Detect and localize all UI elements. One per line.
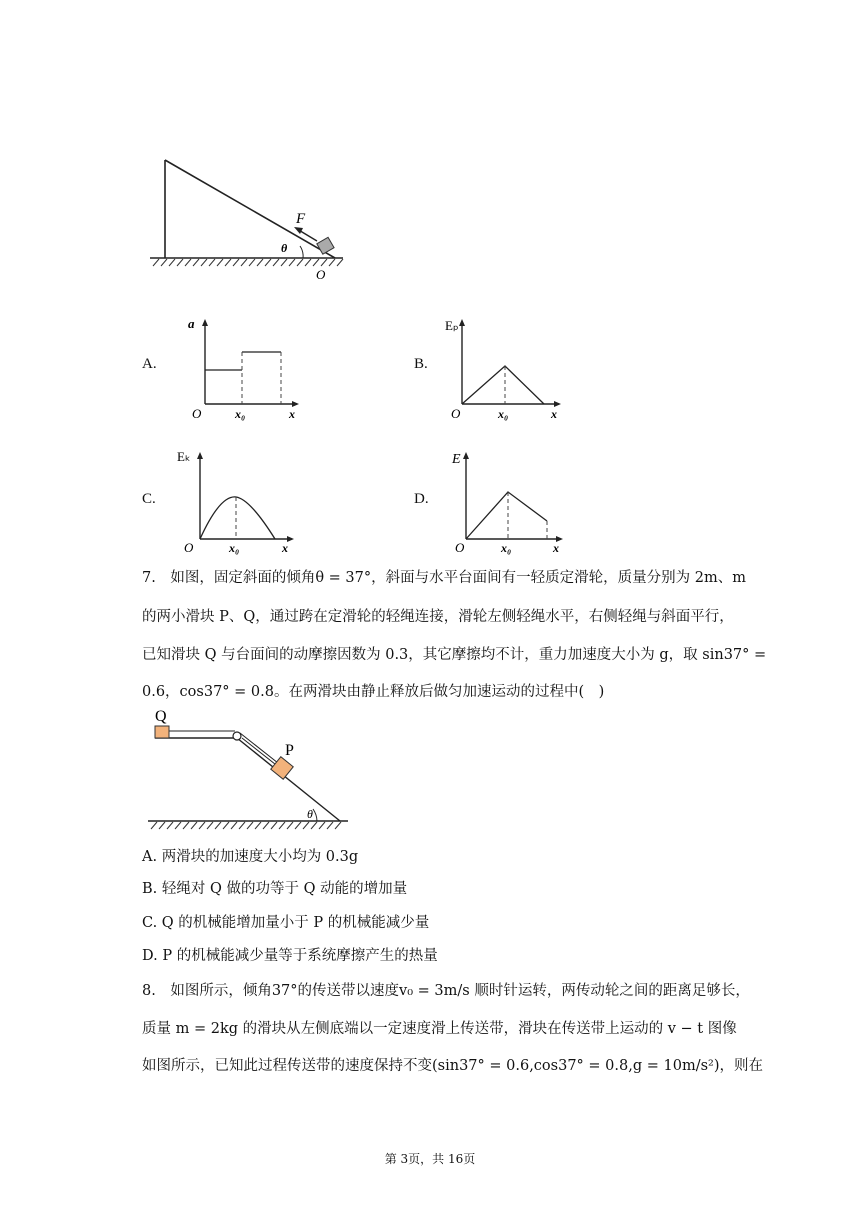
page-footer: 第 3页，共 16页 xyxy=(384,1152,476,1166)
incline-angle-label: θ xyxy=(307,807,313,821)
q7-choice-a: A. 两滑块的加速度大小均为 0.3g xyxy=(142,849,359,865)
block-q-label: Q xyxy=(155,708,167,725)
option-d-letter: D. xyxy=(414,491,429,507)
graph-c-x-label: x xyxy=(282,541,288,555)
q8-line-2: 质量 m = 2kg 的滑块从左侧底端以一定速度滑上传送带，滑块在传送带上运动的 v − t 图像 xyxy=(142,1021,737,1037)
q7-choice-c: C. Q 的机械能增加量小于 P 的机械能减少量 xyxy=(142,915,430,931)
graph-d-x-label: x xyxy=(553,541,559,555)
q7-line-2: 的两小滑块 P、Q，通过跨在定滑轮的轻绳连接，滑轮左侧轻绳水平，右侧轻绳与斜面平行， xyxy=(142,609,734,625)
graph-a-origin: O xyxy=(192,406,202,421)
option-b-letter: B. xyxy=(414,356,428,372)
q7-choice-b: B. 轻绳对 Q 做的功等于 Q 动能的增加量 xyxy=(142,881,408,897)
q7-line-1: 7. 如图，固定斜面的倾角θ = 37°，斜面与水平台面间有一轻质定滑轮，质量分别为 2m、m xyxy=(142,570,746,586)
q8-line-3: 如图所示，已知此过程传送带的速度保持不变(sin37° = 0.6,cos37° = 0.8,g = 10m/s²)，则在 xyxy=(142,1058,763,1074)
option-c-letter: C. xyxy=(142,491,156,507)
graph-c-y-label: Eₖ xyxy=(177,449,191,464)
q7-choice-d: D. P 的机械能减少量等于系统摩擦产生的热量 xyxy=(142,948,438,964)
graph-c-origin: O xyxy=(184,540,194,555)
q8-line-1: 8. 如图所示，倾角37°的传送带以速度v₀ = 3m/s 顺时针运转，两传动轮之间的距离足够长， xyxy=(142,983,750,999)
block-p-label: P xyxy=(285,742,294,759)
graph-b-origin: O xyxy=(451,406,461,421)
graph-a-x-label: x xyxy=(289,407,295,421)
origin-label: O xyxy=(316,267,326,282)
graph-a-y-label: a xyxy=(188,316,195,331)
graph-a-x0: x₀ xyxy=(235,407,246,421)
graph-b xyxy=(442,314,567,424)
graph-c xyxy=(175,445,300,557)
graph-d-y-label: E xyxy=(452,452,461,467)
graph-b-y-label: Eₚ xyxy=(445,318,459,333)
graph-a xyxy=(185,314,305,424)
incline-figure xyxy=(145,155,350,285)
graph-d xyxy=(446,445,571,557)
option-a-letter: A. xyxy=(142,356,157,372)
q7-line-4: 0.6，cos37° = 0.8。在两滑块由静止释放后做匀加速运动的过程中( ) xyxy=(142,684,605,700)
graph-c-x0: x₀ xyxy=(229,541,240,555)
graph-b-x0: x₀ xyxy=(498,407,509,421)
graph-b-x-label: x xyxy=(551,407,557,421)
force-label: F xyxy=(296,211,306,227)
graph-d-origin: O xyxy=(455,540,465,555)
angle-label: θ xyxy=(281,241,288,255)
q7-line-3: 已知滑块 Q 与台面间的动摩擦因数为 0.3，其它摩擦均不计，重力加速度大小为 g，取 sin37° = xyxy=(142,647,767,663)
graph-d-x0: x₀ xyxy=(501,541,512,555)
pulley-figure xyxy=(145,700,355,840)
